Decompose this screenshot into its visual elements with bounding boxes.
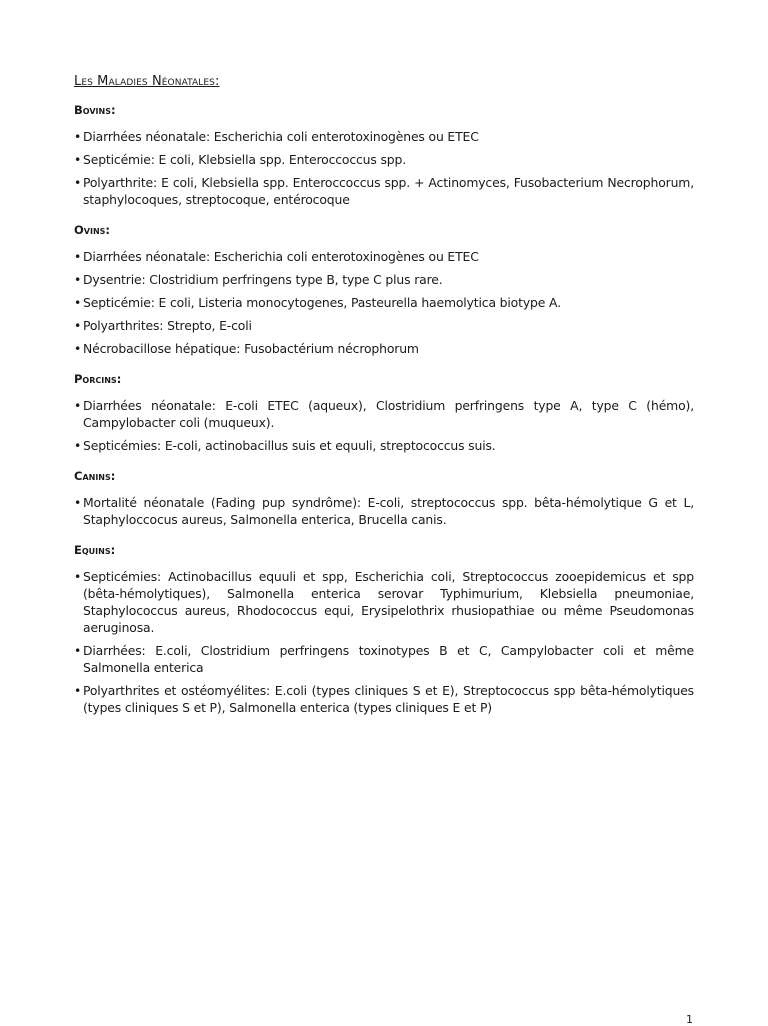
item-text: Septicémies: E-coli, actinobacillus suis et equuli, streptococcus suis. bbox=[83, 438, 496, 453]
item-text: Diarrhées néonatale: Escherichia coli enterotoxinogènes ou ETEC bbox=[83, 129, 479, 144]
list-item bbox=[74, 294, 694, 311]
bullet-icon: • bbox=[74, 249, 82, 264]
list-item bbox=[74, 174, 694, 208]
list-item bbox=[74, 494, 694, 528]
item-text: Polyarthrites et ostéomyélites: E.coli (types cliniques S et E), Streptococcus spp bêta-hémolytiques (types cliniques S et P), Salmonella enterica (types cliniques E et P) bbox=[83, 683, 694, 715]
list-item bbox=[74, 317, 694, 334]
list-item bbox=[74, 248, 694, 265]
section-canins bbox=[74, 469, 694, 528]
item-list bbox=[74, 128, 694, 208]
section-heading: Bovins: bbox=[74, 103, 116, 117]
bullet-icon: • bbox=[74, 495, 82, 510]
bullet-icon: • bbox=[74, 295, 82, 310]
section-bovins bbox=[74, 103, 694, 208]
list-item bbox=[74, 271, 694, 288]
bullet-icon: • bbox=[74, 683, 82, 698]
item-text: Nécrobacillose hépatique: Fusobactérium nécrophorum bbox=[83, 341, 419, 356]
section-heading: Ovins: bbox=[74, 223, 110, 237]
item-text: Mortalité néonatale (Fading pup syndrôme): E-coli, streptococcus spp. bêta-hémolytique G et L, Staphyloccocus aureus, Salmonella enterica, Brucella canis. bbox=[83, 495, 694, 527]
section-heading: Canins: bbox=[74, 469, 116, 483]
item-text: Septicémie: E coli, Klebsiella spp. Enteroccoccus spp. bbox=[83, 152, 406, 167]
bullet-icon: • bbox=[74, 152, 82, 167]
bullet-icon: • bbox=[74, 272, 82, 287]
item-text: Diarrhées néonatale: E-coli ETEC (aqueux), Clostridium perfringens type A, type C (hémo), Campylobacter coli (muqueux). bbox=[83, 398, 694, 430]
item-text: Polyarthrite: E coli, Klebsiella spp. Enteroccoccus spp. + Actinomyces, Fusobacterium Necrophorum, staphylocoques, streptocoque, entérocoque bbox=[83, 175, 694, 207]
list-item bbox=[74, 397, 694, 431]
section-heading: Porcins: bbox=[74, 372, 122, 386]
list-item bbox=[74, 642, 694, 676]
list-item bbox=[74, 437, 694, 454]
item-text: Septicémie: E coli, Listeria monocytogenes, Pasteurella haemolytica biotype A. bbox=[83, 295, 561, 310]
section-ovins bbox=[74, 223, 694, 357]
item-text: Septicémies: Actinobacillus equuli et spp, Escherichia coli, Streptococcus zooepidemicus et spp (bêta-hémolytiques), Salmonella enterica serovar Typhimurium, Klebsiella pneumoniae, Staphylococcus aureus, Rhodococcus equi, Erysipelothrix rhusiopathiae ou même Pseudomonas aeruginosa. bbox=[83, 569, 694, 635]
item-list bbox=[74, 248, 694, 357]
item-text: Polyarthrites: Strepto, E-coli bbox=[83, 318, 252, 333]
bullet-icon: • bbox=[74, 341, 82, 356]
document-title: Les Maladies Néonatales: bbox=[74, 74, 220, 89]
list-item bbox=[74, 682, 694, 716]
bullet-icon: • bbox=[74, 643, 82, 658]
bullet-icon: • bbox=[74, 398, 82, 413]
bullet-icon: • bbox=[74, 318, 82, 333]
item-text: Diarrhées: E.coli, Clostridium perfringens toxinotypes B et C, Campylobacter coli et même Salmonella enterica bbox=[83, 643, 694, 675]
item-list bbox=[74, 494, 694, 528]
page-number: 1 bbox=[686, 1013, 693, 1026]
item-list bbox=[74, 568, 694, 716]
item-list bbox=[74, 397, 694, 454]
bullet-icon: • bbox=[74, 569, 82, 584]
item-text: Diarrhées néonatale: Escherichia coli enterotoxinogènes ou ETEC bbox=[83, 249, 479, 264]
bullet-icon: • bbox=[74, 129, 82, 144]
section-heading: Equins: bbox=[74, 543, 116, 557]
section-equins bbox=[74, 543, 694, 716]
list-item bbox=[74, 151, 694, 168]
item-text: Dysentrie: Clostridium perfringens type B, type C plus rare. bbox=[83, 272, 443, 287]
document-page bbox=[74, 74, 694, 731]
section-porcins bbox=[74, 372, 694, 454]
list-item bbox=[74, 568, 694, 636]
list-item bbox=[74, 340, 694, 357]
bullet-icon: • bbox=[74, 175, 82, 190]
list-item bbox=[74, 128, 694, 145]
bullet-icon: • bbox=[74, 438, 82, 453]
